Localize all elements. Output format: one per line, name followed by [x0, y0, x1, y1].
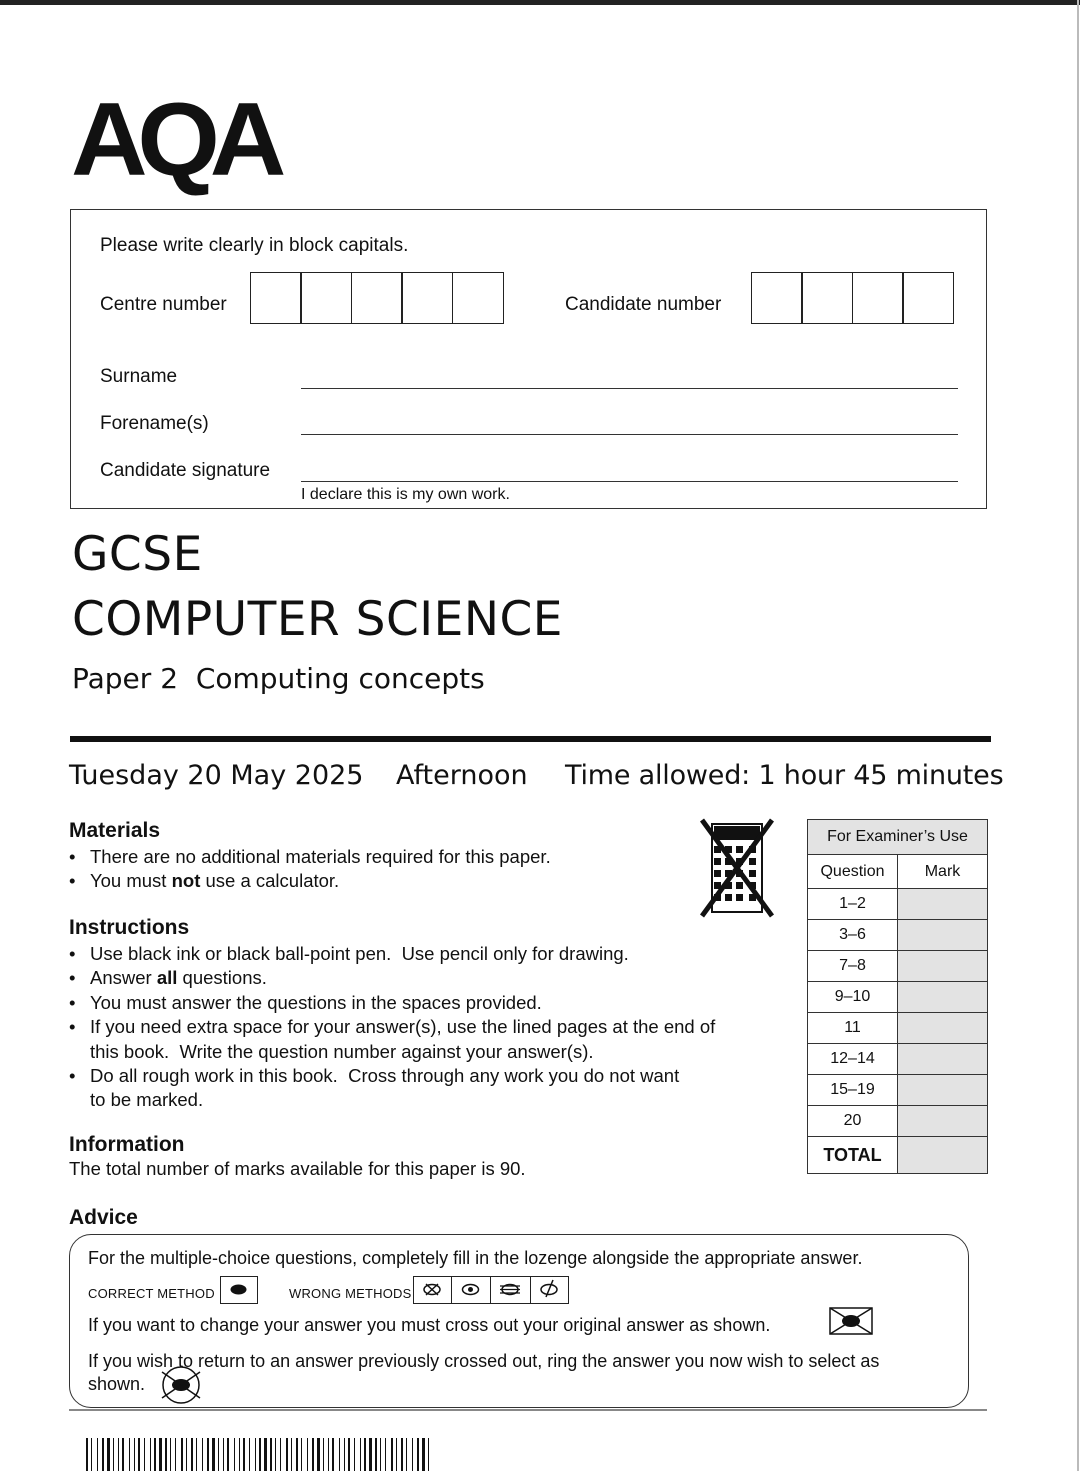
examiners-use-table — [807, 819, 988, 1174]
mark-cell — [898, 982, 988, 1013]
centre-number-boxes[interactable] — [251, 272, 504, 324]
exam-date: Tuesday 20 May 2025 — [69, 760, 364, 791]
list-item: • Do all rough work in this book. Cross through any work you do not want to be marked. — [69, 1064, 715, 1113]
mark-cell — [898, 1075, 988, 1106]
advice-lozenge-text: For the multiple-choice questions, completely fill in the lozenge alongside the appropriate answer. — [88, 1248, 863, 1268]
list-item: • You must not use a calculator. — [69, 869, 551, 893]
list-item: • If you need extra space for your answer(s), use the lined pages at the end of this book. Write the question number against your answer(s). — [69, 1015, 715, 1064]
instructions-list — [69, 942, 715, 1113]
total-label: TOTAL — [808, 1137, 898, 1174]
question-range: 1–2 — [808, 889, 898, 920]
table-row — [808, 982, 988, 1013]
candidate-number-label: Candidate number — [565, 294, 722, 315]
candidate-number-boxes[interactable] — [752, 272, 954, 324]
title-rule — [70, 736, 991, 742]
advice-heading: Advice — [69, 1206, 138, 1229]
candidate-number-cell[interactable] — [801, 272, 853, 324]
aqa-logo: AQA — [71, 82, 277, 198]
ringed-lozenge-icon — [156, 1366, 206, 1404]
forenames-field[interactable] — [301, 434, 958, 435]
list-item: • You must answer the questions in the spaces provided. — [69, 991, 715, 1015]
instructions-heading: Instructions — [69, 916, 190, 939]
crossed-lozenge-icon — [829, 1305, 873, 1337]
information-text: The total number of marks available for this paper is 90. — [69, 1158, 526, 1179]
list-item: • There are no additional materials required for this paper. — [69, 845, 551, 869]
forenames-label: Forename(s) — [100, 413, 209, 434]
exam-session: Afternoon — [396, 760, 528, 791]
table-row — [808, 1044, 988, 1075]
wrong-method-cross-icon — [413, 1276, 452, 1304]
time-allowed: Time allowed: 1 hour 45 minutes — [565, 760, 1004, 791]
wrong-method-dot-icon — [451, 1276, 491, 1304]
mark-cell — [898, 951, 988, 982]
mark-cell — [898, 889, 988, 920]
surname-field[interactable] — [301, 388, 958, 389]
barcode-icon — [86, 1438, 431, 1471]
candidate-number-cell[interactable] — [902, 272, 954, 324]
mark-column-header: Mark — [898, 855, 988, 889]
table-row — [808, 920, 988, 951]
filled-lozenge-icon — [220, 1276, 258, 1304]
paper-title: Paper 2 Computing concepts — [72, 662, 485, 695]
table-row — [808, 1106, 988, 1137]
mark-cell — [898, 920, 988, 951]
information-heading: Information — [69, 1133, 185, 1156]
question-range: 20 — [808, 1106, 898, 1137]
advice-return-text-cont: shown. — [88, 1374, 146, 1394]
wrong-methods-label: WRONG METHODS — [289, 1286, 412, 1301]
subject-title: COMPUTER SCIENCE — [72, 592, 563, 647]
centre-number-cell[interactable] — [351, 272, 403, 324]
total-row — [808, 1137, 988, 1174]
candidate-number-cell[interactable] — [852, 272, 904, 324]
correct-method-label: CORRECT METHOD — [88, 1286, 215, 1301]
candidate-number-cell[interactable] — [751, 272, 803, 324]
table-row — [808, 1013, 988, 1044]
wrong-method-hatch-icon — [490, 1276, 531, 1304]
qualification-level: GCSE — [72, 527, 203, 582]
question-range: 15–19 — [808, 1075, 898, 1106]
centre-number-cell[interactable] — [250, 272, 302, 324]
calculator-crossed-icon — [700, 818, 774, 918]
signature-field[interactable] — [301, 481, 958, 482]
centre-number-cell[interactable] — [401, 272, 453, 324]
question-range: 9–10 — [808, 982, 898, 1013]
centre-number-cell[interactable] — [452, 272, 504, 324]
materials-heading: Materials — [69, 819, 161, 842]
mark-cell — [898, 1044, 988, 1075]
question-range: 7–8 — [808, 951, 898, 982]
table-row — [808, 1075, 988, 1106]
mark-cell — [898, 1106, 988, 1137]
advice-return-text: If you wish to return to an answer previously crossed out, ring the answer you now wish to select as — [88, 1351, 880, 1371]
signature-label: Candidate signature — [100, 460, 271, 481]
question-range: 11 — [808, 1013, 898, 1044]
block-capitals-instruction: Please write clearly in block capitals. — [100, 235, 409, 256]
top-border — [0, 0, 1080, 5]
advice-change-text: If you want to change your answer you must cross out your original answer as shown. — [88, 1315, 771, 1335]
list-item: • Use black ink or black ball-point pen. Use pencil only for drawing. — [69, 942, 715, 966]
centre-number-cell[interactable] — [300, 272, 352, 324]
materials-list — [69, 845, 551, 894]
wrong-method-tick-icon — [530, 1276, 569, 1304]
footer-rule — [69, 1409, 987, 1411]
declaration-text: I declare this is my own work. — [301, 486, 510, 503]
page-edge — [1077, 0, 1079, 1471]
surname-label: Surname — [100, 366, 178, 387]
centre-number-label: Centre number — [100, 294, 227, 315]
examiners-use-title: For Examiner’s Use — [808, 820, 988, 855]
table-row — [808, 951, 988, 982]
table-row — [808, 889, 988, 920]
total-mark-cell — [898, 1137, 988, 1174]
question-range: 12–14 — [808, 1044, 898, 1075]
list-item: • Answer all questions. — [69, 966, 715, 990]
question-column-header: Question — [808, 855, 898, 889]
mark-cell — [898, 1013, 988, 1044]
question-range: 3–6 — [808, 920, 898, 951]
